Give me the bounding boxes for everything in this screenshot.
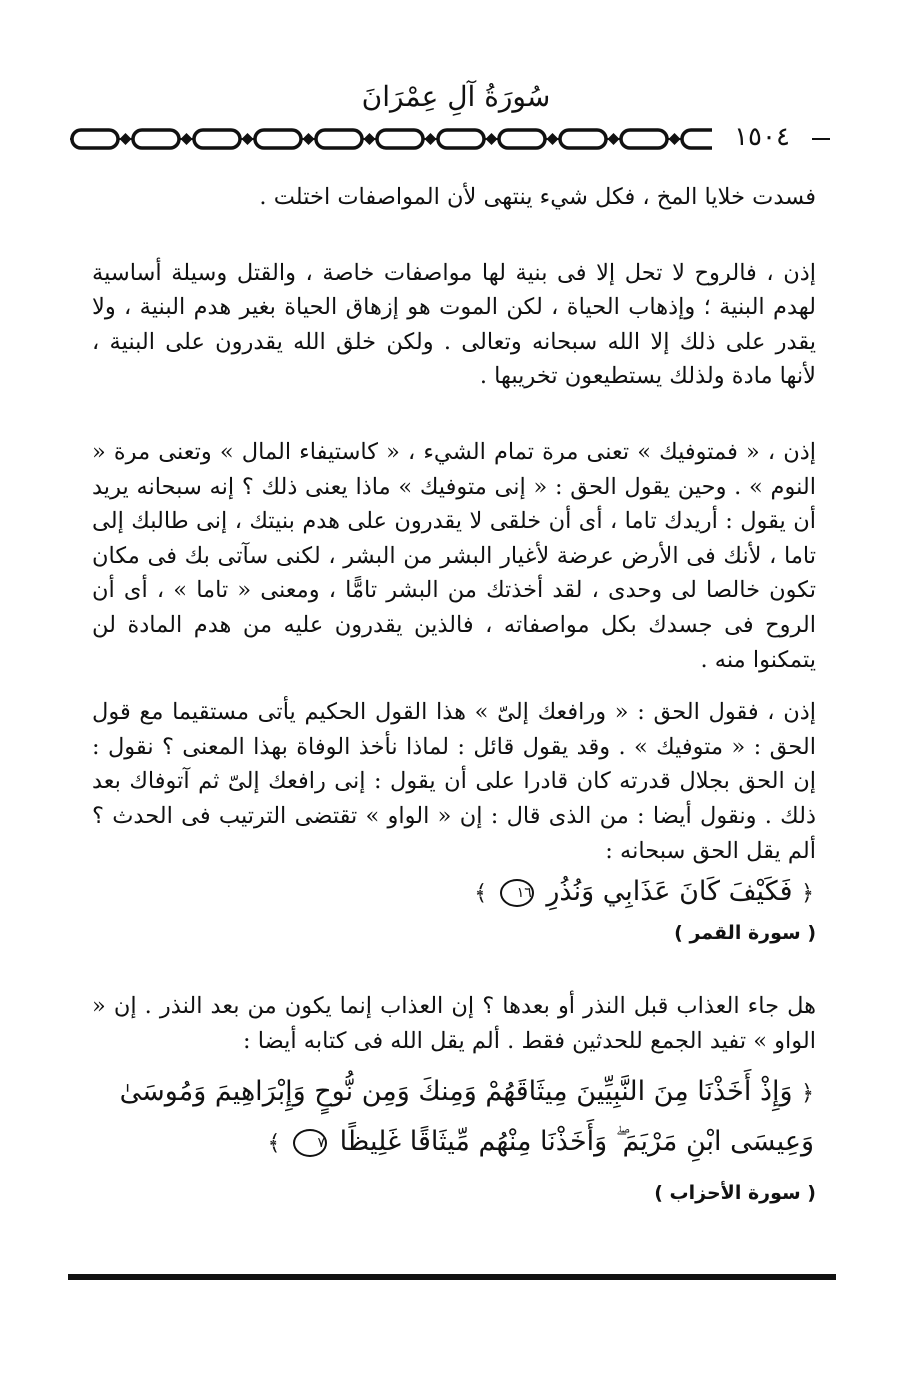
chain-link bbox=[499, 130, 545, 148]
surah-reference-ahzab: ( سورة الأحزاب ) bbox=[654, 1182, 816, 1205]
verse-text-qamar: فَكَيْفَ كَانَ عَذَابِي وَنُذُرِ bbox=[546, 876, 793, 908]
chain-diamond bbox=[547, 133, 559, 145]
chain-link bbox=[133, 130, 179, 148]
paragraph-2: إذن ، فالروح لا تحل إلا فى بنية لها مواصفات خاصة ، والقتل وسيلة أساسية لهدم البنية ؛ وإذهاب الحياة ، لكن الموت هو إزهاق الحياة بغير هدم البنية ، ولا يقدر على ذلك إلا الله سبحانه وتعالى . ولكن خلق الله يقدرون على البنية ، لأنها مادة ولذلك يستطيعون تخريبها . bbox=[92, 259, 816, 390]
paragraph-4: إذن ، فقول الحق : « ورافعك إلىّ » هذا القول الحكيم يأتى مستقيما مع قول الحق : « متوفيك » . وقد يقول قائل : لماذا نأخذ الوفاة بهذا المعنى ؟ نقول : إن الحق بجلال قدرته كان قادرا على أن يقول : إنى رافعك إلىّ ثم آتوفاك بعد ذلك . ونقول أيضا : من الذى قال : إن « الواو » تقتضى الترتيب فى الحدث ؟ ألم يقل الحق سبحانه : bbox=[92, 699, 816, 864]
verse-close-bracket: ﴾ bbox=[267, 1131, 281, 1157]
chain-diamond bbox=[364, 133, 376, 145]
ayah-number-ahzab: ٧ bbox=[293, 1129, 327, 1157]
chain-diamond bbox=[181, 133, 193, 145]
chain-link bbox=[194, 130, 240, 148]
chain-diamond bbox=[608, 133, 620, 145]
paragraph-1: فسدت خلايا المخ ، فكل شيء ينتهى لأن المواصفات اختلت . bbox=[259, 184, 816, 210]
quran-verse-ahzab bbox=[92, 1068, 816, 1168]
verse-close-bracket: ﴾ bbox=[474, 881, 488, 907]
chain-link bbox=[377, 130, 423, 148]
chain-diamond bbox=[425, 133, 437, 145]
chain-link bbox=[560, 130, 606, 148]
verse-open-bracket: ﴿ bbox=[801, 1081, 814, 1107]
chain-diamond bbox=[669, 133, 681, 145]
verse-text-ahzab: وَإِذْ أَخَذْنَا مِنَ النَّبِيِّينَ مِيثَاقَهُمْ وَمِنكَ وَمِن نُّوحٍ وَإِبْرَاهِيمَ وَمُوسَىٰ وَعِيسَى ابْنِ مَرْيَمَ ۖ وَأَخَذْنَا مِنْهُم مِّيثَاقًا غَلِيظًا bbox=[119, 1076, 814, 1158]
chain-link bbox=[621, 130, 667, 148]
surah-title: سُورَةُ آلِ عِمْرَانَ bbox=[361, 80, 551, 113]
page-body bbox=[92, 180, 816, 1208]
chain-link bbox=[255, 130, 301, 148]
bottom-rule bbox=[68, 1274, 836, 1280]
page-number: ١٥٠٤ bbox=[712, 120, 812, 154]
surah-reference-qamar: ( سورة القمر ) bbox=[674, 922, 816, 945]
chain-diamond bbox=[303, 133, 315, 145]
paragraph-3: إذن ، « فمتوفيك » تعنى مرة تمام الشيء ، « كاستيفاء المال » وتعنى مرة « النوم » . وحين يقول الحق : « إنى متوفيك » ماذا يعنى ذلك ؟ إنه سبحانه يريد أن يقول : أريدك تاما ، أى أن خلقى لا يقدرون على هدم بنيتك ، إنى طالبك إلى تاما ، لأنك فى الأرض عرضة لأغيار البشر من البشر ، لكنى سآتى بك فى مكان تكون خالصا لى وحدى ، لقد أخذتك من البشر تامًّا ، ومعنى « تاما » ، أى أن الروح فى جسدك بكل مواصفاته ، فالذين يقدرون عليه من هدم المادة لن يتمكنوا منه . bbox=[92, 438, 816, 673]
chain-diamond bbox=[120, 133, 132, 145]
chain-link bbox=[72, 130, 118, 148]
verse-open-bracket: ﴿ bbox=[801, 881, 814, 907]
chain-diamond bbox=[486, 133, 498, 145]
chain-diamond bbox=[242, 133, 254, 145]
paragraph-5: هل جاء العذاب قبل النذر أو بعدها ؟ إن العذاب إنما يكون من بعد النذر . إن « الواو » تفيد الجمع للحدثين فقط . ألم يقل الله فى كتابه أيضا : bbox=[92, 993, 816, 1054]
ayah-number-qamar: ١٦ bbox=[500, 879, 534, 907]
quran-verse-qamar bbox=[92, 868, 816, 918]
chain-link bbox=[438, 130, 484, 148]
chain-link bbox=[316, 130, 362, 148]
